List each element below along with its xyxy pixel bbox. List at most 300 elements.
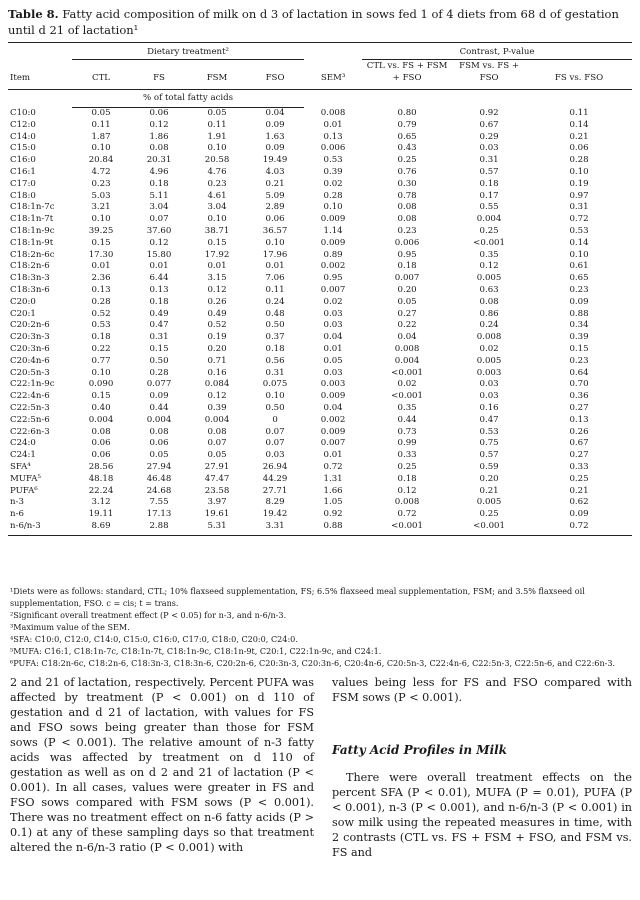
- cell-p-ctl-vs-all: 0.72: [397, 509, 417, 520]
- table-label: Table 8.: [8, 7, 59, 21]
- cell-p-ctl-vs-all: 0.99: [397, 438, 417, 449]
- cell-item: C18:2n-6: [10, 261, 50, 272]
- cell-p-fs-vs-fso: 0.65: [569, 273, 589, 284]
- cell-fsm: 0.26: [207, 296, 227, 307]
- cell-ctl: 0.11: [91, 119, 111, 130]
- cell-p-fsm-vs-fs-fso: 0.18: [479, 178, 499, 189]
- cell-p-fs-vs-fso: 0.28: [569, 155, 589, 166]
- cell-p-ctl-vs-all: 0.25: [397, 461, 417, 472]
- cell-fs: 0.05: [149, 450, 169, 461]
- cell-sem: 0.008: [320, 107, 346, 118]
- cell-ctl: 0.18: [91, 332, 111, 343]
- cell-fsm: 4.76: [207, 166, 227, 177]
- cell-sem: 0.03: [323, 308, 343, 319]
- cell-p-fsm-vs-fs-fso: 0.02: [479, 343, 499, 354]
- cell-p-fs-vs-fso: 0.36: [569, 391, 589, 402]
- cell-p-fsm-vs-fs-fso: 0.75: [479, 438, 499, 449]
- table-row: [8, 320, 632, 332]
- table-row: [8, 261, 632, 273]
- cell-item: C15:0: [10, 143, 36, 154]
- col-header-sem: SEM³: [304, 60, 362, 90]
- cell-ctl: 0.08: [91, 426, 111, 437]
- table-row: [8, 143, 632, 155]
- cell-p-fsm-vs-fs-fso: 0.005: [476, 355, 502, 366]
- cell-fso: 0.50: [265, 320, 285, 331]
- cell-sem: 0.53: [323, 155, 343, 166]
- cell-fso: 0.31: [265, 367, 285, 378]
- cell-ctl: 0.77: [91, 355, 111, 366]
- cell-fsm: 0.15: [207, 237, 227, 248]
- cell-fsm: 0.12: [207, 284, 227, 295]
- cell-sem: 0.002: [320, 414, 346, 425]
- cell-fsm: 0.19: [207, 332, 227, 343]
- cell-ctl: 28.56: [88, 461, 114, 472]
- cell-p-ctl-vs-all: 0.18: [397, 261, 417, 272]
- cell-ctl: 0.01: [91, 261, 111, 272]
- cell-sem: 0.007: [320, 438, 346, 449]
- cell-ctl: 3.12: [91, 497, 111, 508]
- cell-fso: 0.18: [265, 343, 285, 354]
- group-header-row: [8, 43, 632, 60]
- cell-p-ctl-vs-all: 0.08: [397, 214, 417, 225]
- cell-fsm: 20.58: [204, 155, 230, 166]
- cell-ctl: 0.40: [91, 402, 111, 413]
- table-container: [8, 42, 632, 536]
- cell-p-fsm-vs-fs-fso: 0.17: [479, 190, 499, 201]
- cell-sem: 0.02: [323, 296, 343, 307]
- cell-ctl: 17.30: [88, 249, 114, 260]
- cell-item: n-3: [10, 497, 24, 508]
- cell-p-ctl-vs-all: 0.23: [397, 225, 417, 236]
- footnote: ⁵MUFA: C16:1, C18:1n-7c, C18:1n-7t, C18:1n-9c, C18:1n-9t, C20:1, C22:1n-9c, and C24:1.: [10, 645, 382, 656]
- cell-item: C20:3n-6: [10, 343, 50, 354]
- cell-fsm: 0.20: [207, 343, 227, 354]
- cell-p-fsm-vs-fs-fso: 0.63: [479, 284, 499, 295]
- cell-fs: 27.94: [146, 461, 172, 472]
- cell-fso: 0.06: [265, 214, 285, 225]
- body-column-left: [10, 675, 314, 855]
- cell-p-fs-vs-fso: 0.53: [569, 225, 589, 236]
- table-row: [8, 509, 632, 521]
- cell-item: C20:2n-6: [10, 320, 50, 331]
- cell-fsm: 0.52: [207, 320, 227, 331]
- cell-p-fs-vs-fso: 0.33: [569, 461, 589, 472]
- cell-ctl: 0.28: [91, 296, 111, 307]
- cell-fso: 17.96: [262, 249, 288, 260]
- cell-p-fs-vs-fso: 0.23: [569, 284, 589, 295]
- cell-p-fsm-vs-fs-fso: 0.03: [479, 391, 499, 402]
- cell-fso: 0.075: [262, 379, 288, 390]
- cell-p-ctl-vs-all: 0.08: [397, 202, 417, 213]
- cell-sem: 0.04: [323, 332, 343, 343]
- cell-p-fsm-vs-fs-fso: <0.001: [452, 521, 526, 535]
- cell-ctl: 2.36: [91, 273, 111, 284]
- cell-p-ctl-vs-all: 0.004: [394, 355, 420, 366]
- cell-fso: 0.11: [265, 284, 285, 295]
- cell-fs: 0.08: [149, 143, 169, 154]
- col-header-item: Item: [8, 60, 72, 90]
- cell-sem: 0.007: [320, 284, 346, 295]
- cell-p-fsm-vs-fs-fso: 0.31: [479, 155, 499, 166]
- cell-p-fs-vs-fso: 0.09: [569, 296, 589, 307]
- cell-fsm: 1.91: [207, 131, 227, 142]
- cell-p-fs-vs-fso: 0.64: [569, 367, 589, 378]
- table-row: [8, 356, 632, 368]
- cell-sem: 0.009: [320, 214, 346, 225]
- cell-fs: 0.01: [149, 261, 169, 272]
- cell-fs: 0.28: [149, 367, 169, 378]
- group-contrast: Contrast, P-value: [362, 43, 632, 60]
- col-header-contrast-3: FS vs. FSO: [526, 60, 632, 90]
- cell-sem: 0.10: [323, 202, 343, 213]
- cell-fso: 8.29: [265, 497, 285, 508]
- cell-item: C18:3n-3: [10, 273, 50, 284]
- cell-item: C22:5n-6: [10, 414, 50, 425]
- cell-sem: 1.14: [323, 225, 343, 236]
- cell-fsm: 0.08: [207, 426, 227, 437]
- cell-fso: 0.01: [265, 261, 285, 272]
- cell-fsm: 0.23: [207, 178, 227, 189]
- cell-p-fsm-vs-fs-fso: 0.005: [476, 273, 502, 284]
- cell-fsm: 0.004: [204, 414, 230, 425]
- cell-ctl: 39.25: [88, 225, 114, 236]
- cell-fso: 0.09: [265, 143, 285, 154]
- table-body: [8, 108, 632, 536]
- cell-fso: 0.10: [265, 237, 285, 248]
- cell-p-fs-vs-fso: 0.97: [569, 190, 589, 201]
- cell-fs: 0.44: [149, 402, 169, 413]
- cell-sem: 0.01: [323, 450, 343, 461]
- cell-ctl: 0.090: [88, 379, 114, 390]
- table-row: [8, 403, 632, 415]
- cell-p-fs-vs-fso: 0.21: [569, 131, 589, 142]
- cell-sem: 0.01: [323, 119, 343, 130]
- cell-fso: 0.24: [265, 296, 285, 307]
- cell-item: C14:0: [10, 131, 36, 142]
- cell-p-ctl-vs-all: 0.80: [397, 107, 417, 118]
- cell-fs: 37.60: [146, 225, 172, 236]
- cell-item: C22:5n-3: [10, 402, 50, 413]
- cell-fso: 5.09: [265, 190, 285, 201]
- table-row: [8, 309, 632, 321]
- cell-p-fs-vs-fso: 0.14: [569, 237, 589, 248]
- cell-fsm: 3.04: [207, 202, 227, 213]
- cell-fsm: 0.01: [207, 261, 227, 272]
- cell-fso: 0.09: [265, 119, 285, 130]
- col-header-fso: FSO: [246, 60, 304, 90]
- cell-ctl: 0.22: [91, 343, 111, 354]
- cell-fsm: 23.58: [204, 485, 230, 496]
- cell-p-fs-vs-fso: 0.14: [569, 119, 589, 130]
- cell-fs: 0.18: [149, 296, 169, 307]
- cell-p-ctl-vs-all: 0.008: [394, 497, 420, 508]
- cell-p-ctl-vs-all: 0.33: [397, 450, 417, 461]
- cell-fso: 26.94: [262, 461, 288, 472]
- cell-p-ctl-vs-all: <0.001: [391, 391, 423, 402]
- cell-item: C18:0: [10, 190, 36, 201]
- cell-sem: 0.95: [323, 273, 343, 284]
- cell-p-fs-vs-fso: 0.10: [569, 249, 589, 260]
- cell-sem: 0.009: [320, 391, 346, 402]
- cell-item: PUFA⁶: [10, 485, 38, 496]
- col-header-fsm: FSM: [188, 60, 246, 90]
- table-row: [8, 486, 632, 498]
- cell-p-fs-vs-fso: 0.72: [569, 214, 589, 225]
- cell-p-fsm-vs-fs-fso: 0.35: [479, 249, 499, 260]
- cell-fs: 1.86: [149, 131, 169, 142]
- cell-p-ctl-vs-all: 0.05: [397, 296, 417, 307]
- col-header-fs: FS: [130, 60, 188, 90]
- cell-sem: 0.05: [323, 355, 343, 366]
- cell-p-fs-vs-fso: 0.70: [569, 379, 589, 390]
- table-row: [8, 108, 632, 120]
- cell-sem: 0.006: [320, 143, 346, 154]
- cell-fso: 1.63: [265, 131, 285, 142]
- cell-item: C18:1n-9t: [10, 237, 54, 248]
- footnote: ⁴SFA: C10:0, C12:0, C14:0, C15:0, C16:0, C17:0, C18:0, C20:0, C24:0.: [10, 633, 298, 644]
- cell-sem: 1.05: [323, 497, 343, 508]
- cell-item: C20:5n-3: [10, 367, 50, 378]
- cell-p-fsm-vs-fs-fso: 0.005: [476, 497, 502, 508]
- cell-fs: 7.55: [149, 497, 169, 508]
- cell-p-ctl-vs-all: 0.30: [397, 178, 417, 189]
- cell-ctl: 0.23: [91, 178, 111, 189]
- cell-fsm: 0.084: [204, 379, 230, 390]
- fatty-acid-table: [8, 42, 632, 536]
- cell-ctl: 0.53: [91, 320, 111, 331]
- cell-p-fsm-vs-fs-fso: 0.03: [479, 143, 499, 154]
- footnote: ³Maximum value of the SEM.: [10, 621, 130, 632]
- table-row: [8, 379, 632, 391]
- cell-sem: 0.28: [323, 190, 343, 201]
- cell-fs: 15.80: [146, 249, 172, 260]
- cell-fs: 0.49: [149, 308, 169, 319]
- cell-fso: 0.03: [265, 450, 285, 461]
- cell-sem: 0.02: [323, 178, 343, 189]
- cell-p-fs-vs-fso: 0.09: [569, 509, 589, 520]
- table-row: [8, 332, 632, 344]
- cell-fsm: 3.15: [207, 273, 227, 284]
- cell-p-fsm-vs-fs-fso: 0.57: [479, 450, 499, 461]
- cell-item: C22:1n-9c: [10, 379, 55, 390]
- cell-fs: 0.09: [149, 391, 169, 402]
- cell-p-ctl-vs-all: 0.27: [397, 308, 417, 319]
- cell-sem: 0.009: [320, 426, 346, 437]
- cell-ctl: 48.18: [88, 473, 114, 484]
- footnote: ²Significant overall treatment effect (P < 0.05) for n-3, and n-6/n-3.: [10, 609, 287, 620]
- cell-p-fs-vs-fso: 0.62: [569, 497, 589, 508]
- cell-fso: 0.48: [265, 308, 285, 319]
- cell-p-fs-vs-fso: 0.34: [569, 320, 589, 331]
- cell-fso: 0.04: [265, 108, 285, 118]
- cell-fsm: 5.31: [188, 521, 246, 535]
- cell-ctl: 4.72: [91, 166, 111, 177]
- group-dietary-treatment: Dietary treatment²: [72, 43, 304, 60]
- cell-p-fsm-vs-fs-fso: <0.001: [473, 237, 505, 248]
- cell-p-ctl-vs-all: 0.43: [397, 143, 417, 154]
- cell-item: C18:1n-7c: [10, 202, 55, 213]
- cell-p-ctl-vs-all: 0.006: [394, 237, 420, 248]
- table-row: [8, 462, 632, 474]
- cell-fso: 36.57: [262, 225, 288, 236]
- table-row: [8, 368, 632, 380]
- cell-sem: 1.31: [323, 473, 343, 484]
- cell-fs: 2.88: [130, 521, 188, 535]
- cell-ctl: 0.15: [91, 237, 111, 248]
- cell-fs: 0.47: [149, 320, 169, 331]
- cell-p-fsm-vs-fs-fso: 0.004: [476, 214, 502, 225]
- cell-item: C24:0: [10, 438, 36, 449]
- cell-ctl: 5.03: [91, 190, 111, 201]
- body-paragraph: 2 and 21 of lactation, respectively. Percent PUFA was affected by treatment (P < 0.001) on d 110 of gestation and d 21 of lactation, with values for FS and FSO sows being greater than those for FSM sows (P < 0.001). The relative amount of n-3 fatty acids was affected by treatment on d 110 of gestation as well as on d 2 and 21 of lactation (P < 0.001). In all cases, values were greater in FS and FSO sows compared with FSM sows (P < 0.001). There was no treatment effect on n-6 fatty acids (P > 0.1) at any of these sampling days so that treatment altered the n-6/n-3 ratio (P < 0.001) with: [10, 676, 314, 854]
- cell-fs: 0.06: [149, 108, 169, 118]
- cell-fsm: 4.61: [207, 190, 227, 201]
- table-row: [8, 167, 632, 179]
- cell-ctl: 0.52: [91, 308, 111, 319]
- cell-p-fsm-vs-fs-fso: 0.59: [479, 461, 499, 472]
- cell-sem: 0.04: [323, 402, 343, 413]
- cell-p-fsm-vs-fs-fso: 0.47: [479, 414, 499, 425]
- cell-fs: 0.18: [149, 178, 169, 189]
- cell-p-fs-vs-fso: 0.27: [569, 402, 589, 413]
- cell-p-fs-vs-fso: 0.19: [569, 178, 589, 189]
- table-row: [8, 344, 632, 356]
- table-row: [8, 202, 632, 214]
- cell-item: C18:3n-6: [10, 284, 50, 295]
- cell-fs: 0.12: [149, 119, 169, 130]
- cell-fs: 24.68: [146, 485, 172, 496]
- cell-p-fsm-vs-fs-fso: 0.08: [479, 296, 499, 307]
- cell-p-ctl-vs-all: 0.35: [397, 402, 417, 413]
- cell-p-fs-vs-fso: 0.11: [569, 107, 589, 118]
- cell-p-ctl-vs-all: 0.65: [397, 131, 417, 142]
- cell-fs: 0.004: [146, 414, 172, 425]
- cell-p-fsm-vs-fs-fso: 0.29: [479, 131, 499, 142]
- cell-fs: 3.04: [149, 202, 169, 213]
- cell-ctl: 0.13: [91, 284, 111, 295]
- table-caption: [8, 6, 630, 38]
- cell-item: C17:0: [10, 178, 36, 189]
- body-paragraph: There were overall treatment effects on the percent SFA (P < 0.01), MUFA (P = 0.01), PUFA (P < 0.001), n-3 (P < 0.001), and n-6/n-3 (P < 0.001) in sow milk using the repeated measures in time, with 2 contrasts (CTL vs. FS + FSM + FSO, and FSM vs. FS and: [332, 771, 632, 859]
- column-header-row: [8, 60, 632, 90]
- cell-fs: 6.44: [149, 273, 169, 284]
- cell-fsm: 38.71: [204, 225, 230, 236]
- cell-p-fsm-vs-fs-fso: 0.25: [479, 225, 499, 236]
- unit-row: [8, 90, 632, 108]
- body-column-right: [332, 675, 632, 860]
- table-row: [8, 132, 632, 144]
- cell-fsm: 0.71: [207, 355, 227, 366]
- table-row: [8, 285, 632, 297]
- cell-item: C18:2n-6c: [10, 249, 55, 260]
- cell-item: C22:4n-6: [10, 391, 50, 402]
- cell-p-fs-vs-fso: 0.39: [569, 332, 589, 343]
- cell-ctl: 0.10: [91, 143, 111, 154]
- cell-ctl: 0.10: [91, 367, 111, 378]
- cell-sem: 0.13: [323, 131, 343, 142]
- cell-fso: 4.03: [265, 166, 285, 177]
- cell-fsm: 0.39: [207, 402, 227, 413]
- cell-p-ctl-vs-all: 0.78: [397, 190, 417, 201]
- cell-fsm: 19.61: [204, 509, 230, 520]
- cell-sem: 0.009: [320, 237, 346, 248]
- cell-item: C16:1: [10, 166, 36, 177]
- cell-ctl: 22.24: [88, 485, 114, 496]
- cell-fs: 0.15: [149, 343, 169, 354]
- footnote: ⁶PUFA: C18:2n-6c, C18:2n-6, C18:3n-3, C18:3n-6, C20:2n-6, C20:3n-3, C20:3n-6, C20:4n-6, C20:5n-3, C22:4n-6, C22:5n-3, C22:5n-6, and C22:6n-3.: [10, 658, 616, 669]
- cell-fso: 0.10: [265, 391, 285, 402]
- cell-fs: 0.13: [149, 284, 169, 295]
- cell-item: MUFA⁵: [10, 473, 41, 484]
- cell-item: C20:1: [10, 308, 36, 319]
- cell-sem: 0.92: [323, 509, 343, 520]
- table-row: [8, 391, 632, 403]
- cell-fso: 0.56: [265, 355, 285, 366]
- cell-item: C16:0: [10, 155, 36, 166]
- cell-p-fsm-vs-fs-fso: 0.25: [479, 509, 499, 520]
- table-row: [8, 214, 632, 226]
- cell-p-fs-vs-fso: 0.21: [569, 485, 589, 496]
- cell-ctl: 0.004: [88, 414, 114, 425]
- cell-ctl: 0.06: [91, 450, 111, 461]
- cell-fsm: 47.47: [204, 473, 230, 484]
- cell-fso: 27.71: [262, 485, 288, 496]
- cell-fso: 0: [272, 414, 278, 425]
- cell-ctl: 19.11: [88, 509, 114, 520]
- cell-fsm: 0.49: [207, 308, 227, 319]
- table-row: [8, 238, 632, 250]
- cell-p-fsm-vs-fs-fso: 0.16: [479, 402, 499, 413]
- cell-p-fs-vs-fso: 0.67: [569, 438, 589, 449]
- cell-p-ctl-vs-all: <0.001: [362, 521, 452, 535]
- table-row: [8, 497, 632, 509]
- cell-p-fs-vs-fso: 0.31: [569, 202, 589, 213]
- cell-p-ctl-vs-all: 0.76: [397, 166, 417, 177]
- cell-sem: 0.89: [323, 249, 343, 260]
- cell-p-fsm-vs-fs-fso: 0.57: [479, 166, 499, 177]
- table-row: [8, 474, 632, 486]
- cell-fsm: 17.92: [204, 249, 230, 260]
- cell-p-fsm-vs-fs-fso: 0.53: [479, 426, 499, 437]
- cell-fs: 0.077: [146, 379, 172, 390]
- cell-item: C12:0: [10, 119, 36, 130]
- cell-item: C20:4n-6: [10, 355, 50, 366]
- cell-p-fs-vs-fso: 0.27: [569, 450, 589, 461]
- cell-sem: 1.66: [323, 485, 343, 496]
- table-row: [8, 179, 632, 191]
- cell-p-fsm-vs-fs-fso: 0.20: [479, 473, 499, 484]
- cell-item: C10:0: [10, 107, 36, 118]
- cell-p-fs-vs-fso: 0.23: [569, 355, 589, 366]
- cell-fs: 4.96: [149, 166, 169, 177]
- section-heading: Fatty Acid Profiles in Milk: [332, 743, 507, 757]
- cell-fsm: 0.10: [207, 214, 227, 225]
- table-row: [8, 273, 632, 285]
- cell-p-ctl-vs-all: 0.73: [397, 426, 417, 437]
- cell-sem: 0.03: [323, 320, 343, 331]
- cell-p-ctl-vs-all: 0.44: [397, 414, 417, 425]
- cell-fs: 0.31: [149, 332, 169, 343]
- cell-sem: 0.002: [320, 261, 346, 272]
- cell-item: SFA⁴: [10, 461, 31, 472]
- cell-fs: 17.13: [146, 509, 172, 520]
- table-row: [8, 155, 632, 167]
- cell-ctl: 8.69: [72, 521, 130, 535]
- cell-fs: 0.06: [149, 438, 169, 449]
- cell-fso: 19.42: [262, 509, 288, 520]
- cell-item: C18:1n-9c: [10, 225, 55, 236]
- table-row: [8, 415, 632, 427]
